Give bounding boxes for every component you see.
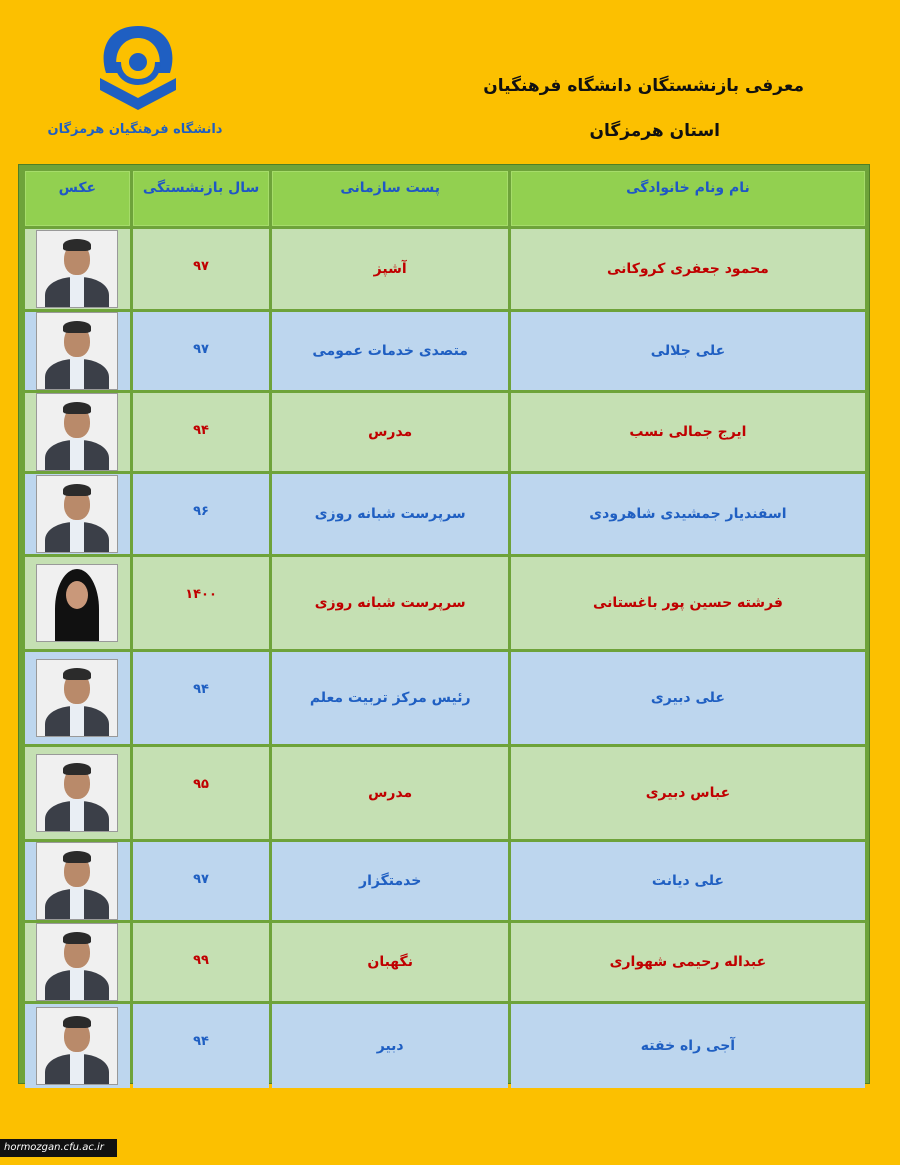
cell-photo [25,229,130,309]
cell-post: سرپرست شبانه روزی [272,557,507,649]
cell-photo [25,393,130,471]
header-post: پست سازمانی [272,171,507,226]
cell-year: ۹۹ [133,923,270,1001]
portrait-photo [36,1007,118,1085]
portrait-photo [36,842,118,920]
table-row [25,393,865,471]
table-row [25,229,865,309]
cell-photo [25,312,130,390]
cell-name: علی جلالی [511,312,865,390]
table-row [25,557,865,649]
retirees-table [22,168,868,1091]
cell-post: نگهبان [272,923,507,1001]
cell-year: ۹۴ [133,1004,270,1088]
cell-post: متصدی خدمات عمومی [272,312,507,390]
table-row [25,1004,865,1088]
page-subtitle: استان هرمزگان [589,121,720,141]
cell-post: رئیس مرکز تربیت معلم [272,652,507,744]
table-header-row [25,171,865,226]
portrait-photo [36,312,118,390]
portrait-photo [36,923,118,1001]
cell-post: خدمتگزار [272,842,507,920]
cell-photo [25,1004,130,1088]
cell-post: آشپز [272,229,507,309]
cell-post: دبیر [272,1004,507,1088]
cell-year: ۹۷ [133,842,270,920]
site-url-watermark: hormozgan.cfu.ac.ir [0,1139,117,1157]
table-row [25,652,865,744]
cell-name: ایرج جمالی نسب [511,393,865,471]
cell-year: ۹۷ [133,229,270,309]
page-title: معرفی بازنشستگان دانشگاه فرهنگیان [483,76,804,96]
cell-year: ۹۷ [133,312,270,390]
cell-photo [25,842,130,920]
cell-name: محمود جعفری کروکانی [511,229,865,309]
cell-photo [25,474,130,554]
cell-name: آجی راه خفته [511,1004,865,1088]
university-logo [88,18,188,118]
table-row [25,842,865,920]
cell-year: ۹۴ [133,393,270,471]
cell-photo [25,923,130,1001]
portrait-photo [36,393,118,471]
portrait-photo [36,564,118,642]
table-row [25,312,865,390]
cell-name: اسفندیار جمشیدی شاهرودی [511,474,865,554]
cell-year: ۹۵ [133,747,270,839]
cell-post: مدرس [272,393,507,471]
cell-year: ۹۴ [133,652,270,744]
retirees-table-frame [18,164,870,1084]
cell-post: سرپرست شبانه روزی [272,474,507,554]
cell-photo [25,652,130,744]
cell-name: علی دیانت [511,842,865,920]
cell-post: مدرس [272,747,507,839]
cell-name: فرشته حسین پور باغستانی [511,557,865,649]
cell-year: ۱۴۰۰ [133,557,270,649]
header-name: نام ونام خانوادگی [511,171,865,226]
cell-name: علی دبیری [511,652,865,744]
header-photo: عکس [25,171,130,226]
cell-photo [25,747,130,839]
table-row [25,474,865,554]
header-year: سال بازنشستگی [133,171,270,226]
cell-name: عبداله رحیمی شهواری [511,923,865,1001]
portrait-photo [36,475,118,553]
table-row [25,923,865,1001]
portrait-photo [36,754,118,832]
table-row [25,747,865,839]
university-name: دانشگاه فرهنگیان هرمزگان [47,122,223,137]
cell-photo [25,557,130,649]
cell-year: ۹۶ [133,474,270,554]
cell-name: عباس دبیری [511,747,865,839]
portrait-photo [36,659,118,737]
portrait-photo [36,230,118,308]
